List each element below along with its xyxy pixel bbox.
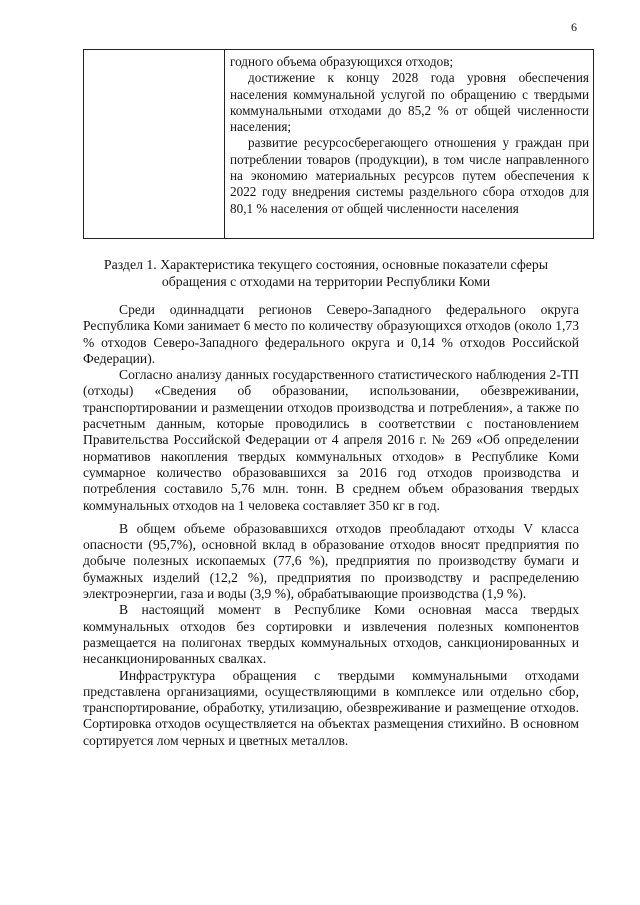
body-paragraph-2: Согласно анализу данных государственного статистического наблюдения 2-ТП (отходы) «Сведения об образовании, использовании, обезвреживании, транспортировании и размещении отходов производства и потребления», а также по расчетным данным, которые проводились в соответствии с постановлением Правительства Российской Федерации от 4 апреля 2016 г. № 269 «Об определении нормативов накопления твердых коммунальных отходов» в Республике Коми суммарное количество образовавшихся за 2016 год отходов производства и потребления составило 5,76 млн. тонн. В среднем объем образования твердых коммунальных отходов на 1 человека составляет 350 кг в год.	[83, 367, 579, 513]
section-heading: Раздел 1. Характеристика текущего состояния, основные показатели сферы обращения с отходами на территории Республики Коми	[103, 257, 549, 289]
table-cell-paragraph-3: развитие ресурсосберегающего отношения у граждан при потреблении товаров (продукции), в том числе направленного на экономию материальных ресурсов путем обеспечения к 2022 году внедрения системы раздельного сбора отходов для 80,1 % населения от общей численности населения	[230, 135, 589, 216]
table-right-cell	[230, 54, 589, 217]
table-column-divider	[224, 50, 225, 238]
body-paragraph-4: В настоящий момент в Республике Коми основная масса твердых коммунальных отходов без сортировки и извлечения полезных компонентов размещается на полигонах твердых коммунальных отходов, санкционированных и несанкционированных свалках.	[83, 602, 579, 667]
table-cell-paragraph-1: годного объема образующихся отходов;	[230, 54, 454, 69]
body-text	[83, 302, 579, 749]
body-paragraph-3: В общем объеме образовавшихся отходов преобладают отходы V класса опасности (95,7%), основной вклад в образование отходов вносят предприятия по добыче полезных ископаемых (77,6 %), предприятия по производству бумаги и бумажных изделий (12,2 %), предприятия по производству и распределению электроэнергии, газа и воды (3,9 %), обрабатывающие производства (1,9 %).	[83, 520, 579, 602]
page-number: 6	[571, 20, 577, 34]
body-paragraph-5: Инфраструктура обращения с твердыми коммунальными отходами представлена организациями, осуществляющими в комплексе или отдельно сбор, транспортирование, обработку, утилизацию, обезвреживание и размещение отходов. Сортировка отходов осуществляется на объектах размещения стихийно. В основном сортируется лом черных и цветных металлов.	[83, 667, 579, 748]
table-cell-paragraph-2: достижение к концу 2028 года уровня обеспечения населения коммунальной услугой по обращению с твердыми коммунальными отходами до 85,2 % от общей численности населения;	[230, 70, 589, 135]
continuation-table	[83, 49, 594, 239]
body-paragraph-1: Среди одиннадцати регионов Северо-Западного федерального округа Республика Коми занимает 6 место по количеству образующихся отходов (около 1,73 % отходов Северо-Западного федерального округа и 0,14 % отходов Российской Федерации).	[83, 302, 579, 366]
